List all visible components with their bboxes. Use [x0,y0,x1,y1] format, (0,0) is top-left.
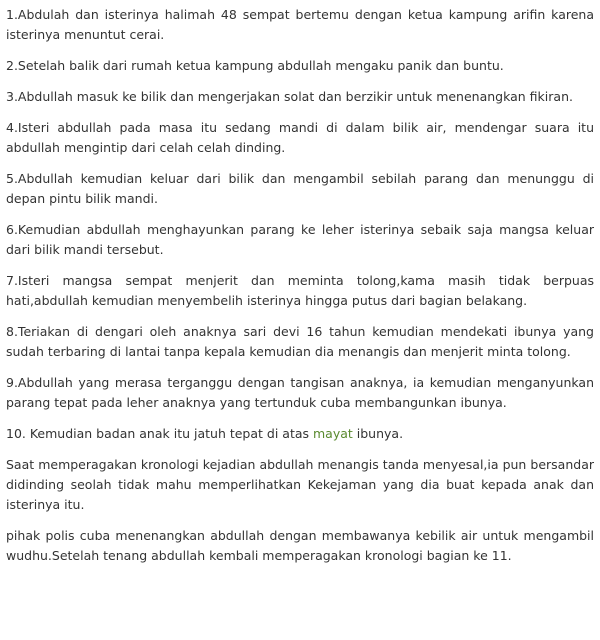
paragraph-8: 8.Teriakan di dengari oleh anaknya sari devi 16 tahun kemudian mendekati ibunya yang sudah terbaring di lantai tanpa kepala kemudian dia menangis dan menjerit minta tolong. [6,324,594,359]
paragraph-7: 7.Isteri mangsa sempat menjerit dan meminta tolong,kama masih tidak berpuas hati,abdullah kemudian menyembelih isterinya hingga putus dari bagian belakang. [6,273,594,308]
paragraph-3: 3.Abdullah masuk ke bilik dan mengerjakan solat dan berzikir untuk menenangkan fikiran. [6,89,573,104]
paragraph-10 [6,424,594,444]
paragraph-12: pihak polis cuba menenangkan abdullah dengan membawanya kebilik air untuk mengambil wudhu.Setelah tenang abdullah kembali memperagakan kronologi bagian ke 11. [6,528,594,563]
paragraph-4: 4.Isteri abdullah pada masa itu sedang mandi di dalam bilik air, mendengar suara itu abdullah mengintip dari celah celah dinding. [6,120,594,155]
paragraph-9: 9.Abdullah yang merasa terganggu dengan tangisan anaknya, ia kemudian menganyunkan parang tepat pada leher anaknya yang tertunduk cuba membangunkan ibunya. [6,375,594,410]
paragraph-5: 5.Abdullah kemudian keluar dari bilik dan mengambil sebilah parang dan menunggu di depan pintu bilik mandi. [6,171,594,206]
paragraph-2: 2.Setelah balik dari rumah ketua kampung abdullah mengaku panik dan buntu. [6,58,504,73]
paragraph-11: Saat memperagakan kronologi kejadian abdullah menangis tanda menyesal,ia pun bersandar didinding seolah tidak mahu memperlihatkan Kekejaman yang dia buat kepada anak dan isterinya itu. [6,457,594,512]
paragraph-10-before: 10. Kemudian badan anak itu jatuh tepat di atas [6,426,313,441]
mayat-link[interactable]: mayat [313,426,353,441]
paragraph-6: 6.Kemudian abdullah menghayunkan parang ke leher isterinya sebaik saja mangsa keluar dari bilik mandi tersebut. [6,222,594,257]
paragraph-1: 1.Abdulah dan isterinya halimah 48 sempat bertemu dengan ketua kampung arifin karena isterinya menuntut cerai. [6,7,594,42]
paragraph-10-after: ibunya. [352,426,404,441]
